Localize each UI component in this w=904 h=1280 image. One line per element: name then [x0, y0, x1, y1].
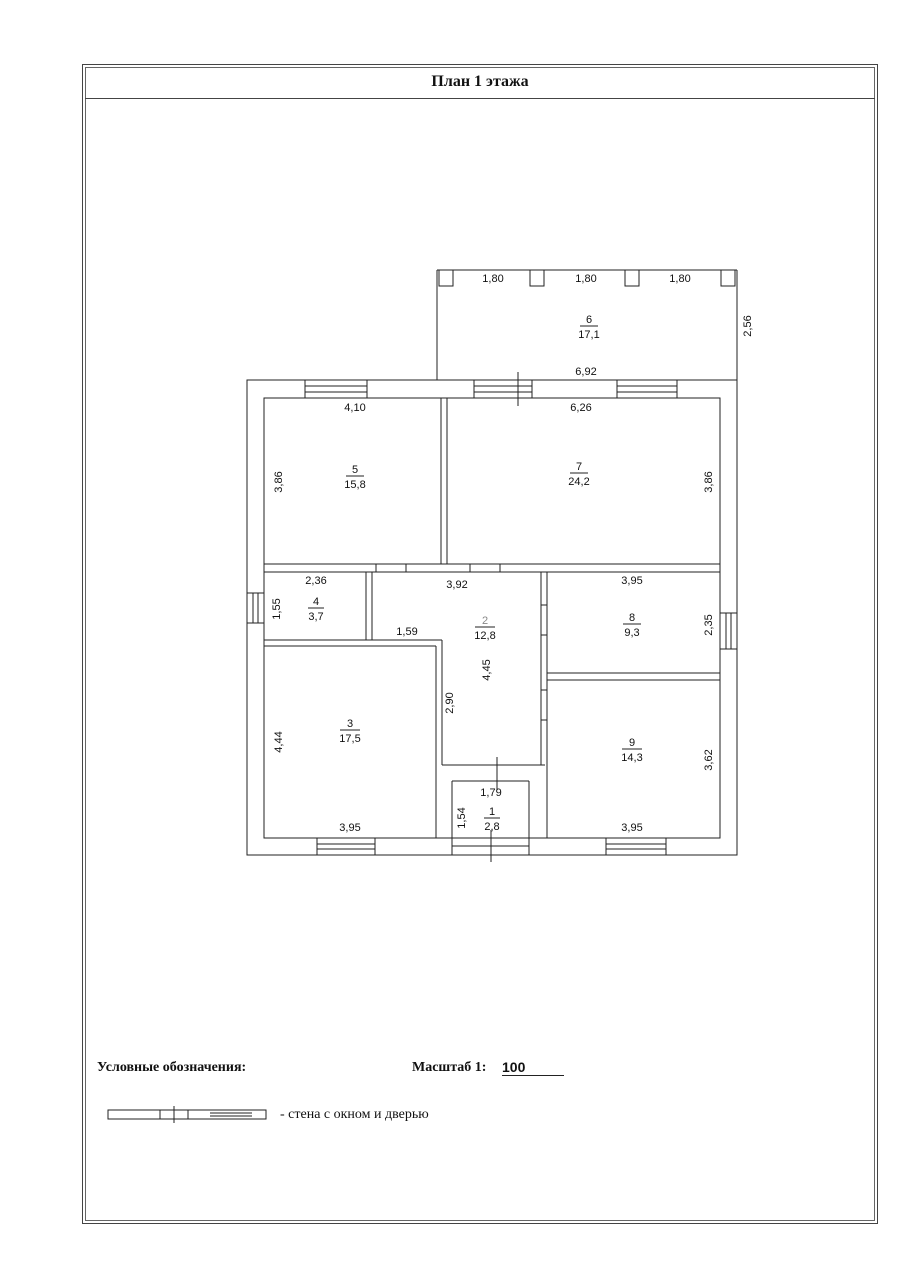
window: [247, 593, 264, 623]
plan-title: План 1 этажа: [431, 73, 529, 90]
door-gap: [541, 605, 547, 635]
room-number: 7: [575, 461, 583, 473]
dimension-label: 1,79: [480, 787, 502, 799]
room-1: [484, 806, 500, 833]
room-area: 17,1: [578, 329, 600, 341]
dimension-label: 3,95: [339, 822, 361, 834]
dimension-label: 4,45: [481, 659, 493, 681]
room-number: 3: [346, 718, 354, 730]
window: [317, 838, 375, 855]
room-3: [339, 718, 360, 745]
dimension-label: 2,36: [305, 575, 327, 587]
dimension-label: 1,80: [482, 273, 504, 285]
legend-title: Условные обозначения:: [97, 1060, 247, 1075]
window: [474, 380, 532, 398]
room-area: 14,3: [621, 752, 643, 764]
dimension-label: 1,54: [456, 807, 468, 829]
room-9: [621, 737, 642, 764]
dimension-label: 1,80: [575, 273, 597, 285]
terrace-post: [530, 270, 544, 286]
room-area: 2,8: [484, 821, 500, 833]
dimension-label: 1,59: [396, 626, 418, 638]
terrace-post: [439, 270, 453, 286]
dimension-label: 3,95: [621, 822, 643, 834]
dimension-label: 6,92: [575, 366, 597, 378]
room-number: 8: [628, 612, 636, 624]
room-area: 12,8: [474, 630, 496, 642]
room-number: 4: [312, 596, 320, 608]
room-area: 17,5: [339, 733, 361, 745]
room-area: 24,2: [568, 476, 590, 488]
room-number: 6: [585, 314, 593, 326]
room-6: [578, 314, 599, 341]
room-5: [344, 464, 365, 491]
dimension-label: 6,26: [570, 402, 592, 414]
dimension-label: 1,80: [669, 273, 691, 285]
door-gap: [541, 690, 547, 720]
window: [617, 380, 677, 398]
dimension-label: 3,92: [446, 579, 468, 591]
window: [720, 613, 737, 649]
room-number: 5: [351, 464, 359, 476]
window: [606, 838, 666, 855]
legend-wall-text: - стена с окном и дверью: [280, 1107, 429, 1122]
dimension-label: 1,55: [271, 598, 283, 620]
terrace-post: [625, 270, 639, 286]
room-area: 15,8: [344, 479, 366, 491]
room-4: [308, 596, 324, 623]
room-area: 9,3: [624, 627, 640, 639]
scale-value: 100: [502, 1059, 564, 1076]
dimension-label: 4,44: [273, 731, 285, 753]
dimension-label: 2,35: [703, 614, 715, 636]
room-8: [623, 612, 641, 639]
scale-label: Масштаб 1:: [412, 1060, 487, 1075]
dimension-label: 4,10: [344, 402, 366, 414]
dimension-label: 3,86: [703, 471, 715, 493]
room-number: 1: [488, 806, 496, 818]
room-2: [474, 615, 495, 642]
terrace-post: [721, 270, 735, 286]
dimension-labels: [271, 273, 754, 834]
entrance-door: [452, 830, 529, 862]
window: [305, 380, 367, 398]
legend-wall-symbol: [108, 1106, 266, 1123]
dimension-label: 3,62: [703, 749, 715, 771]
room-number: 9: [628, 737, 636, 749]
room-area: 3,7: [308, 611, 324, 623]
door-gap: [376, 564, 406, 572]
dimension-label: 3,86: [273, 471, 285, 493]
dimension-label: 2,90: [444, 692, 456, 714]
door-gap: [470, 564, 500, 572]
room-7: [568, 461, 589, 488]
dimension-label: 2,56: [742, 315, 754, 337]
dimension-label: 3,95: [621, 575, 643, 587]
room-number: 2: [481, 615, 489, 627]
